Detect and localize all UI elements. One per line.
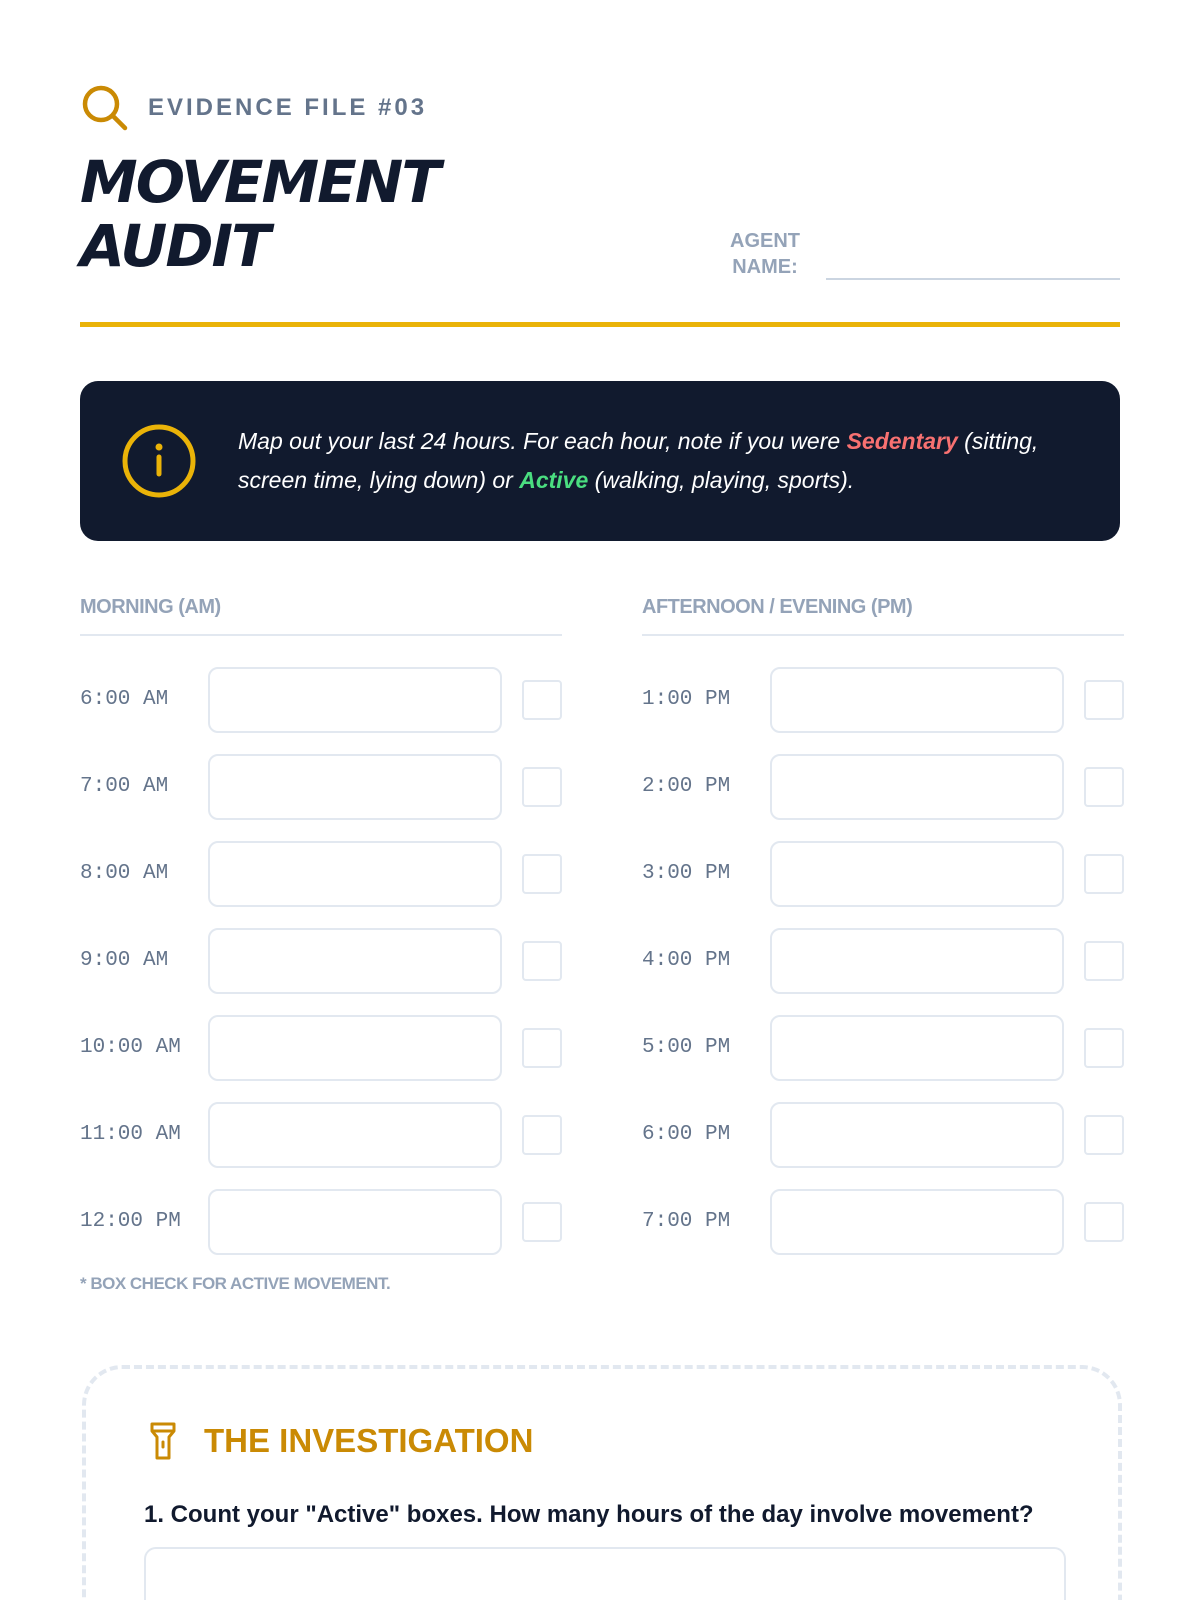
activity-input[interactable]	[770, 754, 1064, 820]
time-label: 12:00 PM	[80, 1210, 181, 1233]
investigation-section	[82, 1365, 1122, 1600]
activity-input[interactable]	[208, 1015, 502, 1081]
agent-label-line-1: AGENT	[730, 230, 800, 252]
instructions-part-1: Map out your last 24 hours. For each hour, note if you were	[238, 428, 847, 454]
time-label: 2:00 PM	[642, 775, 731, 798]
agent-label-line-2: NAME:	[732, 256, 798, 278]
time-label: 4:00 PM	[642, 949, 731, 972]
morning-heading: MORNING (AM)	[80, 592, 562, 636]
time-label: 5:00 PM	[642, 1036, 731, 1059]
time-slot-row	[80, 1178, 562, 1265]
time-label: 7:00 AM	[80, 775, 169, 798]
afternoon-rows	[642, 636, 1124, 1265]
time-slot-row	[642, 830, 1124, 917]
time-label: 6:00 AM	[80, 688, 169, 711]
info-icon	[120, 422, 198, 500]
morning-column	[80, 592, 562, 1265]
active-checkbox[interactable]	[1084, 854, 1124, 894]
active-checkbox[interactable]	[522, 767, 562, 807]
active-term: Active	[519, 467, 589, 493]
instructions-part-3: (walking, playing, sports).	[588, 467, 855, 493]
activity-input[interactable]	[770, 1015, 1064, 1081]
time-slot-row	[80, 830, 562, 917]
time-slot-row	[642, 743, 1124, 830]
active-checkbox[interactable]	[1084, 680, 1124, 720]
activity-input[interactable]	[770, 1102, 1064, 1168]
sedentary-term: Sedentary	[846, 428, 958, 454]
active-checkbox[interactable]	[522, 1028, 562, 1068]
file-label: EVIDENCE FILE #03	[148, 94, 428, 121]
investigation-header	[148, 1421, 533, 1461]
page-title	[80, 150, 439, 278]
active-checkbox[interactable]	[522, 941, 562, 981]
time-slot-row	[80, 917, 562, 1004]
active-checkbox[interactable]	[1084, 1115, 1124, 1155]
time-slot-row	[642, 1004, 1124, 1091]
file-label-row	[80, 80, 1120, 136]
active-checkbox[interactable]	[1084, 941, 1124, 981]
instructions-text	[238, 422, 1080, 500]
activity-input[interactable]	[770, 841, 1064, 907]
active-checkbox[interactable]	[1084, 1202, 1124, 1242]
activity-input[interactable]	[208, 1189, 502, 1255]
time-slot-row	[80, 1091, 562, 1178]
time-label: 9:00 AM	[80, 949, 169, 972]
question-1: 1. Count your "Active" boxes. How many hours of the day involve movement?	[144, 1501, 1034, 1528]
time-slot-row	[80, 743, 562, 830]
afternoon-column	[642, 592, 1124, 1265]
time-label: 7:00 PM	[642, 1210, 731, 1233]
active-checkbox[interactable]	[522, 1202, 562, 1242]
time-slot-row	[642, 917, 1124, 1004]
activity-input[interactable]	[770, 928, 1064, 994]
answer-1-input[interactable]	[144, 1547, 1066, 1600]
activity-input[interactable]	[770, 667, 1064, 733]
activity-input[interactable]	[770, 1189, 1064, 1255]
afternoon-heading: AFTERNOON / EVENING (PM)	[642, 592, 1124, 636]
title-line-1: MOVEMENT	[80, 148, 439, 216]
time-label: 3:00 PM	[642, 862, 731, 885]
investigation-title: THE INVESTIGATION	[204, 1422, 534, 1459]
title-line-2: AUDIT	[80, 212, 269, 280]
activity-input[interactable]	[208, 754, 502, 820]
activity-input[interactable]	[208, 841, 502, 907]
magnifier-icon	[80, 83, 130, 133]
header-divider	[80, 322, 1120, 327]
time-label: 8:00 AM	[80, 862, 169, 885]
instructions-part-2: (sitting, screen time, lying down) or	[238, 428, 1039, 493]
time-slot-row	[642, 1091, 1124, 1178]
morning-rows	[80, 636, 562, 1265]
flashlight-icon	[148, 1421, 178, 1461]
time-label: 10:00 AM	[80, 1036, 181, 1059]
activity-input[interactable]	[208, 928, 502, 994]
agent-name-input[interactable]	[826, 236, 1120, 280]
agent-name-label	[720, 228, 810, 280]
footnote: * BOX CHECK FOR ACTIVE MOVEMENT.	[80, 1274, 391, 1293]
active-checkbox[interactable]	[1084, 767, 1124, 807]
activity-input[interactable]	[208, 1102, 502, 1168]
activity-input[interactable]	[208, 667, 502, 733]
agent-name-field	[720, 228, 1120, 280]
file-header	[80, 80, 1120, 136]
time-label: 6:00 PM	[642, 1123, 731, 1146]
time-slot-row	[642, 656, 1124, 743]
active-checkbox[interactable]	[522, 854, 562, 894]
time-slot-row	[80, 656, 562, 743]
time-slot-row	[80, 1004, 562, 1091]
time-label: 1:00 PM	[642, 688, 731, 711]
time-label: 11:00 AM	[80, 1123, 181, 1146]
active-checkbox[interactable]	[1084, 1028, 1124, 1068]
active-checkbox[interactable]	[522, 1115, 562, 1155]
active-checkbox[interactable]	[522, 680, 562, 720]
time-slot-row	[642, 1178, 1124, 1265]
instructions-banner	[80, 381, 1120, 541]
